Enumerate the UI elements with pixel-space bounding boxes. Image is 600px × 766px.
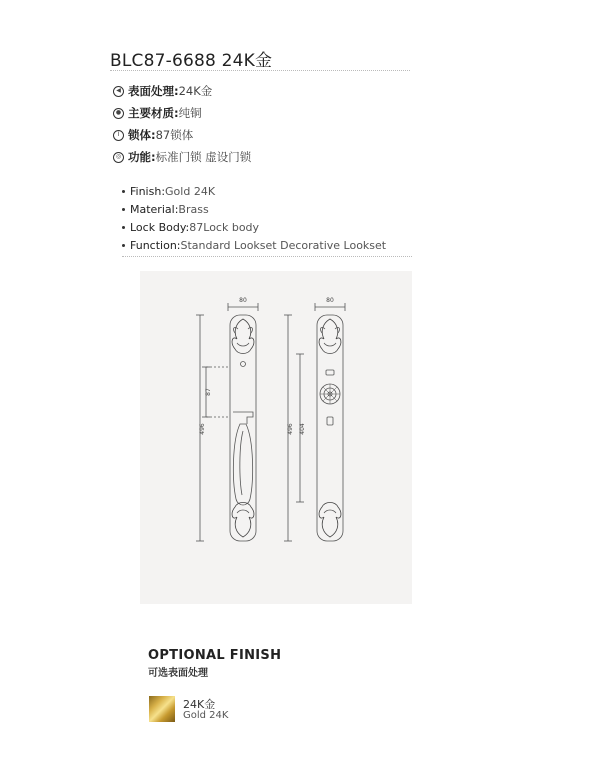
bullet-icon	[122, 244, 125, 247]
en-spec-value: Standard Lookset Decorative Lookset	[180, 238, 387, 252]
cn-spec-value: 24K金	[178, 84, 213, 98]
cn-spec-function	[113, 146, 251, 168]
finish-icon: ◀	[113, 86, 124, 97]
lock-body-icon: Ⅰ	[113, 130, 124, 141]
title-divider	[110, 70, 410, 71]
english-spec-list	[122, 182, 386, 254]
swatch-label-en: Gold 24K	[183, 710, 229, 721]
optional-finish-subtitle: 可选表面处理	[148, 668, 208, 679]
rosette-plate-view	[284, 297, 345, 541]
cn-spec-value: 87锁体	[155, 128, 194, 142]
product-title: BLC87-6688 24K金	[110, 51, 273, 71]
lockset-drawing-svg	[140, 271, 412, 604]
cn-spec-key: 功能:	[128, 150, 156, 164]
en-spec-material	[122, 200, 386, 218]
cn-spec-key: 主要材质:	[128, 106, 179, 120]
technical-drawing	[140, 271, 412, 604]
en-spec-key: Lock Body:	[130, 220, 190, 234]
left-height-dimension: 496	[199, 423, 206, 435]
cn-spec-key: 表面处理:	[128, 84, 179, 98]
en-spec-function	[122, 236, 386, 254]
right-inner-dimension: 404	[299, 423, 306, 435]
en-spec-key: Material:	[130, 202, 179, 216]
cn-spec-finish	[113, 80, 251, 102]
en-spec-lock-body	[122, 218, 386, 236]
right-height-dimension: 496	[287, 423, 294, 435]
optional-finish-title: OPTIONAL FINISH	[148, 648, 282, 663]
spec-divider	[122, 256, 412, 257]
cn-spec-value: 纯铜	[178, 106, 202, 120]
swatch-label-cn: 24K金	[183, 698, 216, 711]
en-spec-value: 87Lock body	[189, 220, 260, 234]
cn-spec-key: 锁体:	[128, 128, 156, 142]
function-icon: ◎	[113, 152, 124, 163]
en-spec-value: Brass	[178, 202, 209, 216]
handle-plate-view	[196, 297, 258, 541]
left-width-dimension: 80	[239, 297, 247, 304]
cn-spec-value: 标准门锁 虚设门锁	[155, 150, 252, 164]
en-spec-value: Gold 24K	[165, 184, 216, 198]
en-spec-finish	[122, 182, 386, 200]
bullet-icon	[122, 190, 125, 193]
left-gap-dimension: 87	[205, 388, 212, 396]
chinese-spec-list	[113, 80, 251, 168]
cn-spec-lock-body	[113, 124, 251, 146]
bullet-icon	[122, 208, 125, 211]
cn-spec-material	[113, 102, 251, 124]
material-icon: ●	[113, 108, 124, 119]
bullet-icon	[122, 226, 125, 229]
right-width-dimension: 80	[326, 297, 334, 304]
en-spec-key: Finish:	[130, 184, 166, 198]
gold-finish-swatch[interactable]	[149, 696, 175, 722]
en-spec-key: Function:	[130, 238, 181, 252]
